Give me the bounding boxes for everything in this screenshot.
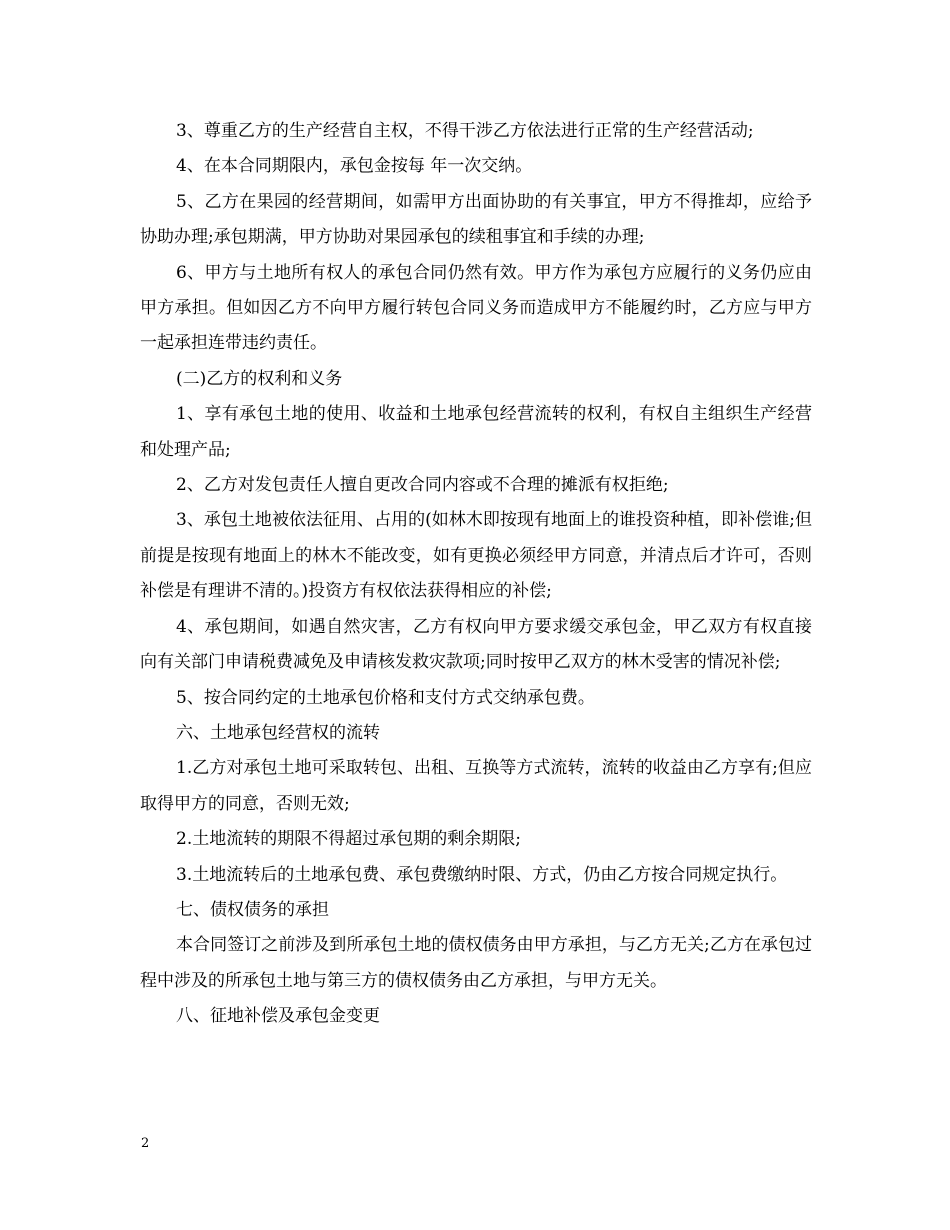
document-body [140, 114, 812, 1035]
paragraph-right-1: 1、享有承包土地的使用、收益和土地承包经营流转的权利，有权自主组织生产经营和处理产品; [140, 404, 812, 460]
paragraph-right-3: 3、承包土地被依法征用、占用的(如林木即按现有地面上的谁投资种植，即补偿谁;但前提是按现有地面上的林木不能改变，如有更换必须经甲方同意，并清点后才许可，否则补偿是有理讲不清的。)投资方有权依法获得相应的补偿; [140, 510, 812, 602]
paragraph-debts: 本合同签订之前涉及到所承包土地的债权债务由甲方承担，与乙方无关;乙方在承包过程中涉及的所承包土地与第三方的债权债务由乙方承担，与甲方无关。 [140, 935, 812, 991]
paragraph-transfer-3: 3.土地流转后的土地承包费、承包费缴纳时限、方式，仍由乙方按合同规定执行。 [176, 864, 788, 885]
paragraph-right-2: 2、乙方对发包责任人擅自更改合同内容或不合理的摊派有权拒绝; [176, 475, 669, 496]
paragraph-right-5: 5、按合同约定的土地承包价格和支付方式交纳承包费。 [176, 687, 595, 708]
paragraph-transfer-1: 1.乙方对承包土地可采取转包、出租、互换等方式流转，流转的收益由乙方享有;但应取得甲方的同意，否则无效; [140, 758, 812, 814]
section-heading-transfer: 六、土地承包经营权的流转 [176, 722, 380, 743]
paragraph-transfer-2: 2.土地流转的期限不得超过承包期的剩余期限; [176, 829, 521, 850]
section-heading-compensation: 八、征地补偿及承包金变更 [176, 1006, 380, 1027]
paragraph-obligation-3: 3、尊重乙方的生产经营自主权，不得干涉乙方依法进行正常的生产经营活动; [176, 121, 754, 141]
page-number: 2 [141, 1136, 150, 1151]
paragraph-obligation-5: 5、乙方在果园的经营期间，如需甲方出面协助的有关事宜，甲方不得推却，应给予协助办理;承包期满，甲方协助对果园承包的续租事宜和手续的办理; [140, 191, 812, 248]
paragraph-obligation-6: 6、甲方与土地所有权人的承包合同仍然有效。甲方作为承包方应履行的义务仍应由甲方承担。但如因乙方不向甲方履行转包合同义务而造成甲方不能履约时，乙方应与甲方一起承担连带违约责任。 [140, 262, 812, 354]
section-heading-debts: 七、债权债务的承担 [176, 899, 329, 920]
paragraph-obligation-4: 4、在本合同期限内，承包金按每 年一次交纳。 [176, 156, 533, 177]
section-heading-party-b-rights: (二)乙方的权利和义务 [176, 368, 343, 389]
paragraph-right-4: 4、承包期间，如遇自然灾害，乙方有权向甲方要求缓交承包金，甲乙双方有权直接向有关部门申请税费减免及申请核发救灾款项;同时按甲乙双方的林木受害的情况补偿; [140, 616, 812, 673]
